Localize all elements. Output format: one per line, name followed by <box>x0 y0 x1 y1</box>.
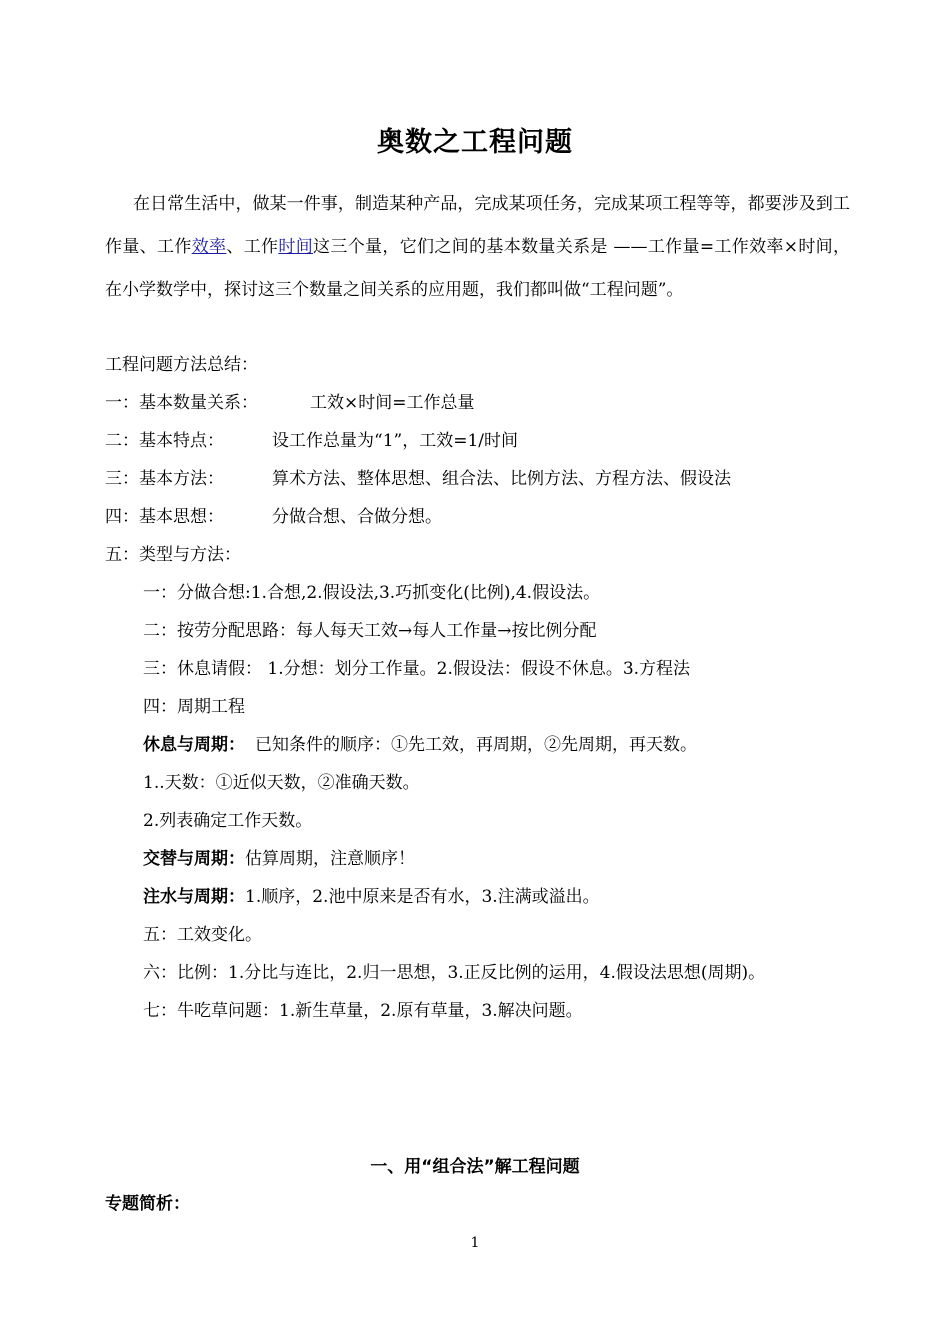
days-line-1: 1..天数：①近似天数，②准确天数。 <box>143 773 420 793</box>
item-basic-feature <box>105 429 518 453</box>
intro-text-1: 在日常生活中，做某一件事，制造某种产品，完成某项任务，完成某项工程等等，都要涉及到工作量、工作 <box>105 194 850 257</box>
document-title: 奥数之工程问题 <box>377 127 573 158</box>
type-line-5: 五：工效变化。 <box>143 925 262 945</box>
section-subtitle: 专题简析： <box>105 1194 190 1214</box>
type-line-7: 七：牛吃草问题：1.新生草量，2.原有草量，3.解决问题。 <box>143 1001 583 1021</box>
item-basic-idea <box>105 505 442 529</box>
type-line-4: 四：周期工程 <box>143 697 245 717</box>
item-basic-relation <box>105 391 475 415</box>
alt-cycle-label: 交替与周期： <box>143 849 245 869</box>
type-line-6: 六：比例：1.分比与连比，2.归一思想，3.正反比例的运用，4.假设法思想(周期)。 <box>143 963 766 983</box>
section-title: 一、用“组合法”解工程问题 <box>370 1157 580 1177</box>
types-title: 五：类型与方法： <box>105 545 241 565</box>
summary-title: 工程问题方法总结： <box>105 355 258 375</box>
type-line-2: 二：按劳分配思路：每人每天工效→每人工作量→按比例分配 <box>143 621 597 641</box>
intro-text-2: 、工作 <box>226 237 279 257</box>
type-line-3: 三：休息请假： 1.分想：划分工作量。2.假设法：假设不休息。3.方程法 <box>143 659 691 679</box>
water-cycle-line <box>143 885 600 909</box>
rest-cycle-text: 已知条件的顺序：①先工效，再周期，②先周期，再天数。 <box>255 735 697 755</box>
water-cycle-label: 注水与周期： <box>143 887 245 907</box>
item-value: 工效×时间=工作总量 <box>310 393 475 413</box>
item-value: 算术方法、整体思想、组合法、比例方法、方程方法、假设法 <box>272 469 731 489</box>
item-basic-method <box>105 467 731 491</box>
rest-cycle-label: 休息与周期： <box>143 735 245 755</box>
water-cycle-text: 1.顺序，2.池中原来是否有水，3.注满或溢出。 <box>245 887 600 907</box>
item-value: 设工作总量为“1”，工效=1/时间 <box>272 431 518 451</box>
page-number: 1 <box>470 1235 480 1251</box>
intro-text-3: 这三个量，它们之间的基本数量关系是 ——工作量=工作效率×时间，在小学数学中，探讨这三个数量之间关系的应用题，我们都叫做“工程问题”。 <box>105 237 851 300</box>
alt-cycle-line <box>143 847 415 871</box>
item-value: 分做合想、合做分想。 <box>272 507 442 527</box>
item-label: 一：基本数量关系： <box>105 393 258 413</box>
item-label: 四：基本思想： <box>105 507 224 527</box>
item-label: 三：基本方法： <box>105 469 224 489</box>
item-label: 二：基本特点： <box>105 431 224 451</box>
intro-paragraph <box>105 183 850 312</box>
type-line-1: 一：分做合想:1.合想,2.假设法,3.巧抓变化(比例),4.假设法。 <box>143 583 601 603</box>
efficiency-link[interactable]: 效率 <box>191 237 227 257</box>
time-link[interactable]: 时间 <box>278 237 314 257</box>
rest-cycle-line <box>143 733 697 757</box>
alt-cycle-text: 估算周期，注意顺序！ <box>245 849 415 869</box>
days-line-2: 2.列表确定工作天数。 <box>143 811 313 831</box>
